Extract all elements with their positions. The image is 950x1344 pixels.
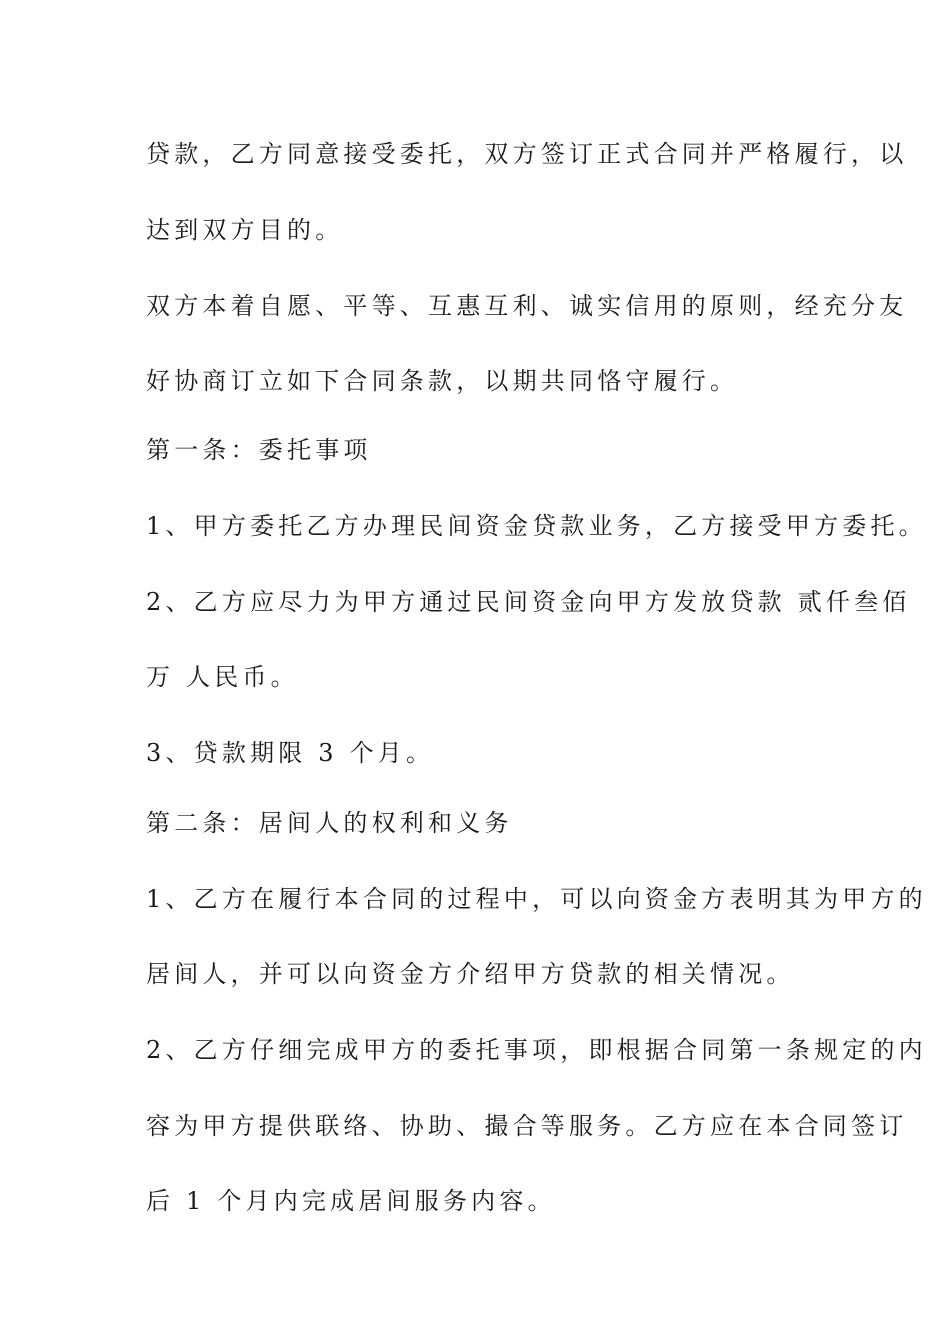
text-line: 贷款，乙方同意接受委托，双方签订正式合同并严格履行，以 [146, 140, 908, 168]
text-line: 居间人，并可以向资金方介绍甲方贷款的相关情况。 [146, 960, 795, 988]
text-line: 达到双方目的。 [146, 216, 344, 244]
text-line: 后 1 个月内完成居间服务内容。 [146, 1187, 556, 1215]
text-line: 好协商订立如下合同条款，以期共同恪守履行。 [146, 367, 739, 395]
text-line: 1、甲方委托乙方办理民间资金贷款业务，乙方接受甲方委托。 [146, 512, 927, 540]
text-line: 2、乙方应尽力为甲方通过民间资金向甲方发放贷款 贰仟叁佰 [146, 588, 911, 616]
text-line: 容为甲方提供联络、协助、撮合等服务。乙方应在本合同签订 [146, 1112, 908, 1140]
section-heading: 第一条：委托事项 [146, 436, 372, 464]
text-line: 1、乙方在履行本合同的过程中，可以向资金方表明其为甲方的 [146, 885, 927, 913]
text-line: 万 人民币。 [146, 663, 299, 691]
text-line: 2、乙方仔细完成甲方的委托事项，即根据合同第一条规定的内 [146, 1036, 927, 1064]
text-line: 3、贷款期限 3 个月。 [146, 739, 435, 767]
text-line: 双方本着自愿、平等、互惠互利、诚实信用的原则，经充分友 [146, 292, 908, 320]
section-heading: 第二条：居间人的权利和义务 [146, 809, 513, 837]
